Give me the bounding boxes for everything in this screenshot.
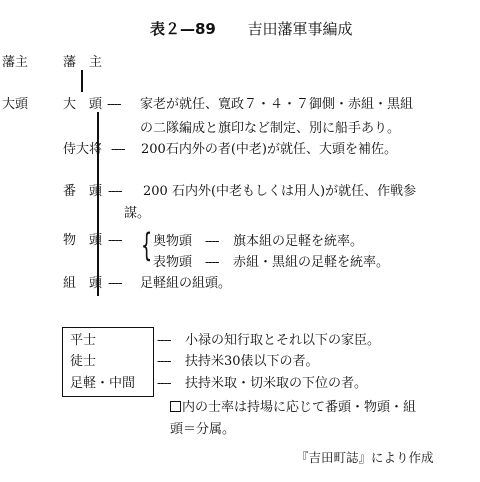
class-hirazamurai: 平士	[70, 333, 97, 348]
sub-item-omotemonogashira: 表物頭	[153, 255, 193, 270]
dash-bangashira: ----	[108, 184, 122, 199]
desc-samuraidaisho: 200石内外の者(中老)が就任、大頭を補佐。	[141, 142, 397, 157]
rank-samuraidaisho: 侍大将	[63, 142, 103, 157]
table-title-text: 吉田藩軍事編成	[247, 20, 353, 38]
desc-bangashira-line1: 200 石内外(中老もしくは用人)が就任、作戦参	[143, 184, 417, 199]
brace-monogashira: {	[141, 226, 153, 264]
class-kachi: 徒士	[70, 354, 97, 369]
note-line2: 頭＝分属。	[170, 422, 236, 437]
rank-hanshu: 藩 主	[63, 55, 103, 70]
class-dash-ashigaru: ----	[157, 376, 171, 391]
dash-kumigashira: ----	[108, 276, 122, 291]
left-label-ogashira: 大頭	[2, 97, 29, 112]
class-desc-kachi: 扶持米30俵以下の者。	[185, 354, 319, 369]
desc-kumigashira: 足軽組の組頭。	[140, 276, 232, 291]
sub-desc-omotemonogashira: 赤組・黒組の足軽を統率。	[233, 255, 390, 270]
sub-dash-omotemonogashira: ----	[205, 255, 219, 270]
left-label-hanshu: 藩主	[2, 55, 29, 70]
class-desc-hirazamurai: 小禄の知行取とそれ以下の家臣。	[185, 333, 381, 348]
class-dash-kachi: ----	[157, 354, 171, 369]
desc-bangashira-line2: 謀。	[124, 206, 151, 221]
rank-kumigashira: 組 頭	[63, 276, 103, 291]
rank-ogashira: 大 頭	[63, 97, 103, 112]
source-note: 『吉田町誌』により作成	[296, 450, 434, 465]
box-symbol-icon	[170, 401, 181, 412]
sub-item-okumonogashira: 奥物頭	[153, 234, 193, 249]
note-line1: 内の士率は持場に応じて番頭・物頭・組	[170, 401, 416, 414]
dash-ogashira: ----	[107, 97, 121, 112]
hierarchy-connector-line	[81, 70, 83, 92]
sub-desc-okumonogashira: 旗本組の足軽を統率。	[233, 234, 364, 249]
rank-monogashira: 物 頭	[63, 233, 103, 248]
dash-monogashira: ----	[108, 233, 122, 248]
desc-ogashira-line2: の二隊編成と旗印など制定、別に船手あり。	[140, 121, 401, 136]
desc-ogashira-line1: 家老が就任、寛政７・４・７御側・赤組・黒組	[140, 97, 414, 112]
hierarchy-connector-line-main	[97, 112, 99, 296]
table-number: 表２—89	[150, 20, 216, 38]
sub-dash-okumonogashira: ----	[205, 234, 219, 249]
class-ashigaru-chugen: 足軽・中間	[70, 376, 136, 391]
rank-bangashira: 番 頭	[63, 184, 103, 199]
table-title	[150, 22, 352, 37]
class-desc-ashigaru: 扶持米取・切米取の下位の者。	[185, 376, 368, 391]
dash-samuraidaisho: ----	[111, 142, 125, 157]
class-dash-hirazamurai: ----	[157, 333, 171, 348]
